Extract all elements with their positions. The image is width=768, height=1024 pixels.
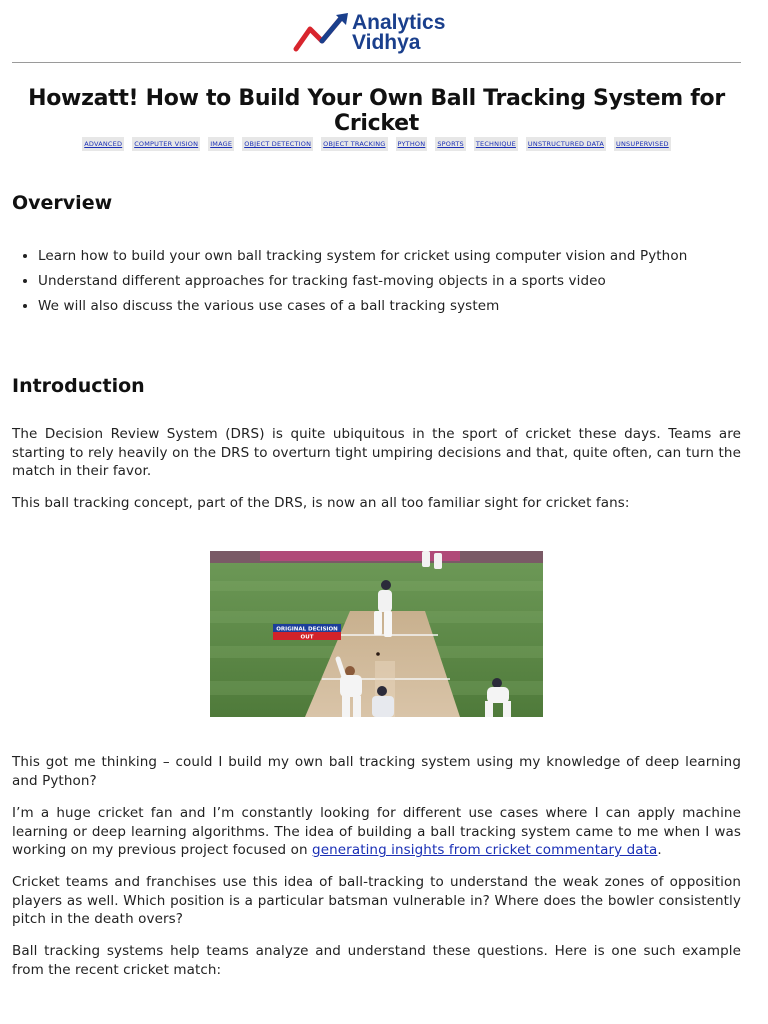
cricket-ball [376,652,380,656]
introduction-heading: Introduction [12,375,145,397]
cricket-scene [210,551,543,717]
tag-computer-vision[interactable]: COMPUTER VISION [132,137,200,151]
paragraph-drs: The Decision Review System (DRS) is quite ubiquitous in the sport of cricket these days. Teams are starting to rely heavily on the DRS to overturn tight umpiring decisions and that, quite often, can turn the match in their favor. [12,426,741,480]
tag-python[interactable]: PYTHON [396,137,428,151]
overview-heading: Overview [12,192,113,214]
analytics-chart-icon [292,11,352,55]
banner-bottom-text: OUT [300,634,314,641]
logo-line-1: Analytics [352,11,446,34]
banner-top-text: ORIGINAL DECISION [276,626,338,633]
decision-banner [273,624,341,641]
tag-technique[interactable]: TECHNIQUE [474,137,518,151]
paragraph-teams: Cricket teams and franchises use this idea of ball-tracking to understand the weak zones of opposition players as well. Which position is a particular batsman vulnerable in? Where does the bowler consistently pitch in the death overs? [12,874,741,928]
tag-sports[interactable]: SPORTS [435,137,466,151]
list-item: • Understand different approaches for tracking fast-moving objects in a sports video [38,269,767,294]
tag-unstructured-data[interactable]: UNSTRUCTURED DATA [526,137,606,151]
article-title: Howzatt! How to Build Your Own Ball Tracking System for Cricket [28,86,725,136]
cricket-drs-image [210,551,543,717]
paragraph-text: I’m a huge cricket fan and I’m constantly looking for different use cases where I can apply machine learning or deep learning algorithms. The idea of building a ball tracking system came to me when I was working on my previous project focused on [12,805,741,859]
header-divider [12,62,741,63]
logo-line-2: Vidhya [352,31,421,54]
paragraph-text-end: . [657,842,662,859]
list-item: • We will also discuss the various use cases of a ball tracking system [38,294,767,319]
tag-advanced[interactable]: ADVANCED [82,137,124,151]
list-item: • Learn how to build your own ball tracking system for cricket using computer vision and Python [38,244,767,269]
site-logo[interactable] [292,10,472,56]
logo-wordmark [352,13,445,53]
tag-image[interactable]: IMAGE [208,137,234,151]
overview-list [12,244,767,319]
tag-object-tracking[interactable]: OBJECT TRACKING [321,137,387,151]
tag-list [12,137,741,151]
paragraph-ball-tracking: This ball tracking concept, part of the DRS, is now an all too familiar sight for cricket fans: [12,495,630,511]
paragraph-thinking: This got me thinking – could I build my own ball tracking system using my knowledge of deep learning and Python? [12,754,741,789]
tag-unsupervised[interactable]: UNSUPERVISED [614,137,671,151]
paragraph-systems: Ball tracking systems help teams analyze and understand these questions. Here is one such example from the recent cricket match: [12,943,741,978]
paragraph-cricket-fan [12,804,741,860]
commentary-insights-link[interactable]: generating insights from cricket commentary data [312,842,658,859]
tag-object-detection[interactable]: OBJECT DETECTION [242,137,313,151]
